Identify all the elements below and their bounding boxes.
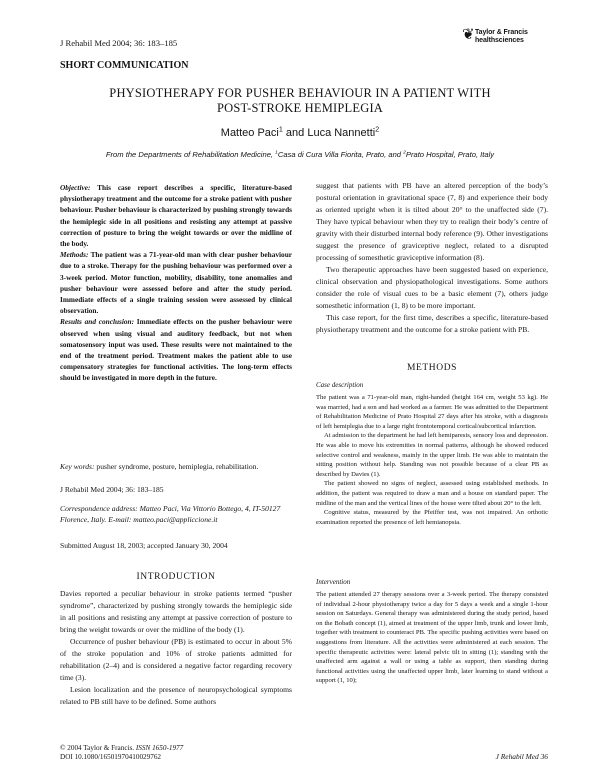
article-title-line-1: PHYSIOTHERAPY FOR PUSHER BEHAVIOUR IN A PATIENT WITH bbox=[109, 86, 491, 100]
copyright-text: © 2004 Taylor & Francis. bbox=[60, 744, 135, 752]
intervention-heading: Intervention bbox=[316, 578, 351, 586]
methods-heading: METHODS bbox=[406, 363, 458, 373]
publisher-logo bbox=[462, 28, 552, 50]
abstract-methods bbox=[60, 249, 292, 316]
affiliation-marker: 1 bbox=[275, 150, 278, 156]
journal-reference: J Rehabil Med 2004; 36: 183–185 bbox=[60, 38, 178, 48]
paragraph: Lesion localization and the presence of neuropsychological symptoms related to PB still have to be defined. Some authors bbox=[60, 685, 292, 706]
paragraph: The patient attended 27 therapy sessions over a 3-week period. The therapy consisted of individual 2-hour physiotherapy twice a day for 5 days a week and a single 1-hour session on Saturdays. General therapy was administered during the study period, based on the Bobath concept (1), aimed at treatment of the upper limb, trunk and lower limb, together with treatment to counteract PB. The specific pushing activities were based on suggestions from literature. All the activities were administered at each session. The specific therapeutic activities were: lateral pelvic tilt in sitting (1); standing with the unaffected arm against a wall or using a table as support, then standing during functional activities using the unaffected upper limb, later learning to stand without a support (1, 10); bbox=[316, 591, 548, 685]
affiliation-marker: 1 bbox=[278, 125, 283, 134]
author-list bbox=[60, 127, 540, 139]
abstract-text: The patient was a 71-year-old man with clear pusher behaviour due to a stroke. Therapy for the pushing behaviour was performed over a 3-week period. Motor function, mobility, disability, tone anomalies and pusher behaviour were assessed before and after the study period. Immediate effects of a single training session were assessed by clinical observation. bbox=[60, 250, 292, 316]
article-title-line-2: POST-STROKE HEMIPLEGIA bbox=[216, 101, 384, 115]
abstract-text: Immediate effects on the pusher behaviour were observed when using visual and auditory feedback, but not when somatosensory input was used. These results were not maintained to the end of the treatment period. Treatment makes the patient able to use compensatory strategies for functional activities. The long-term effects should be investigated in more depth in the future. bbox=[60, 317, 292, 383]
publisher-mark-icon: ❦ bbox=[462, 27, 475, 43]
affiliation-marker: 2 bbox=[375, 125, 380, 134]
correspondence-address: Correspondence address: Matteo Paci, Via Vittorio Bottego, 4, IT-50127 Florence, Italy. E-mail: matteo.paci@appliccione.it bbox=[60, 504, 281, 524]
affiliations bbox=[60, 150, 540, 159]
paragraph: At admission to the department he had left hemiparesis, sensory loss and depression. He was able to move his extremities in normal patterns, although he showed reduced selective control and weakness, mainly in the upper limb. He was able to maintain the sitting position without help. Standing was not possible because of a clear PB as described by Davies (1). bbox=[316, 432, 548, 478]
paragraph: Occurrence of pusher behaviour (PB) is estimated to occur in about 5% of the stroke population and 10% of stroke patients admitted for rehabilitation (2–4) and is considered a negative factor regarding recovery time (3). bbox=[60, 637, 292, 682]
case-description-heading: Case description bbox=[316, 381, 364, 389]
author-conjunction: and bbox=[282, 127, 308, 139]
keywords-text: pusher syndrome, posture, hemiplegia, rehabilitation. bbox=[94, 462, 259, 471]
abstract-label: Results and conclusion: bbox=[60, 317, 135, 327]
keywords-label: Key words: bbox=[60, 462, 95, 471]
affiliation-text: From the Departments of Rehabilitation Medicine, bbox=[105, 150, 276, 159]
intervention-body bbox=[316, 590, 548, 686]
abstract bbox=[60, 182, 292, 384]
affiliation-text: Prato Hospital, Prato, Italy bbox=[405, 150, 495, 159]
copyright-line bbox=[60, 744, 183, 753]
author-name: Luca Nannetti bbox=[307, 127, 376, 139]
submission-dates: Submitted August 18, 2003; accepted January 30, 2004 bbox=[60, 541, 228, 550]
paragraph: Davies reported a peculiar behaviour in stroke patients termed “pusher syndrome”, characterized by pushing strongly towards the hemiplegic side in all positions and resisting any attempt at passive correction of posture to bring the weight towards or over the midline of the body (1). bbox=[60, 589, 292, 634]
affiliation-text: Casa di Cura Villa Fiorita, Prato, and bbox=[277, 150, 404, 159]
paragraph: This case report, for the first time, describes a specific, literature-based physiotherapy treatment and the outcome for a stroke patient with PB. bbox=[316, 313, 548, 334]
case-description-body bbox=[316, 393, 548, 527]
introduction-body bbox=[60, 588, 292, 708]
introduction-continued bbox=[316, 180, 548, 336]
abstract-label: Objective: bbox=[60, 183, 91, 192]
abstract-results bbox=[60, 316, 292, 383]
paragraph: The patient showed no signs of neglect, assessed using established methods. In addition, the patient was required to draw a man and a house on standard paper. The midline of the man and the vertical lines of the house were tilted about 20° to the left. bbox=[316, 480, 548, 507]
issn-text: ISSN 1650-1977 bbox=[134, 744, 184, 752]
paragraph: Two therapeutic approaches have been suggested based on experience, clinical observation and physiopathological investigations. Some authors consider the role of visual cues to be a basic element (7), others judge somesthetic information (1, 8) to be more important. bbox=[316, 265, 548, 310]
paragraph: Cognitive status, measured by the Pfeiffer test, was not impaired. An orthotic examination reported the presence of left hemianopsia. bbox=[316, 509, 548, 526]
keywords bbox=[60, 461, 292, 472]
abstract-label: Methods: bbox=[60, 250, 89, 260]
introduction-heading: INTRODUCTION bbox=[136, 572, 216, 582]
paragraph: suggest that patients with PB have an altered perception of the body’s postural orientation in gravitational space (7, 8) and experience their body as oriented upright when it is tilted about 20° to the unaffected side (7). They have typical behaviour when they try to realign their body’s centre of gravity with their disturbed internal body reference (9). Other investigations suggest the presence of graviceptive neglect, related to a disrupted processing of somesthetic graviceptive information (8). bbox=[316, 181, 548, 262]
citation: J Rehabil Med 2004; 36: 183–185 bbox=[60, 485, 164, 494]
footer-copyright bbox=[60, 744, 183, 762]
publisher-name: Taylor & Francis bbox=[475, 29, 528, 36]
paragraph: The patient was a 71-year-old man, right-handed (height 164 cm, weight 53 kg). He was married, had a son and had worked as a farmer. He was admitted to the Department of Rehabilitation Medicine of Prato Hospital 27 days after his stroke, with a diagnosis of left hemiplegia due to a large right frontotemporal cortical/subcortical infarction. bbox=[316, 394, 548, 430]
abstract-text: This case report describes a specific, literature-based physiotherapy treatment and the outcome for a stroke patient with pusher behaviour. Pusher behaviour is characterized by pushing strongly towards the hemiplegic side in all positions and resisting any attempt at passive correction of posture to bring the weight towards or over the midline of the body. bbox=[60, 183, 292, 249]
footer-journal: J Rehabil Med 36 bbox=[495, 752, 548, 761]
author-name: Matteo Paci bbox=[220, 127, 279, 139]
affiliation-marker: 2 bbox=[403, 150, 406, 156]
abstract-objective bbox=[60, 182, 292, 249]
publisher-division: healthsciences bbox=[475, 37, 524, 44]
doi-text: DOI 10.1080/16501970410029762 bbox=[60, 753, 162, 761]
article-category: SHORT COMMUNICATION bbox=[60, 60, 189, 71]
